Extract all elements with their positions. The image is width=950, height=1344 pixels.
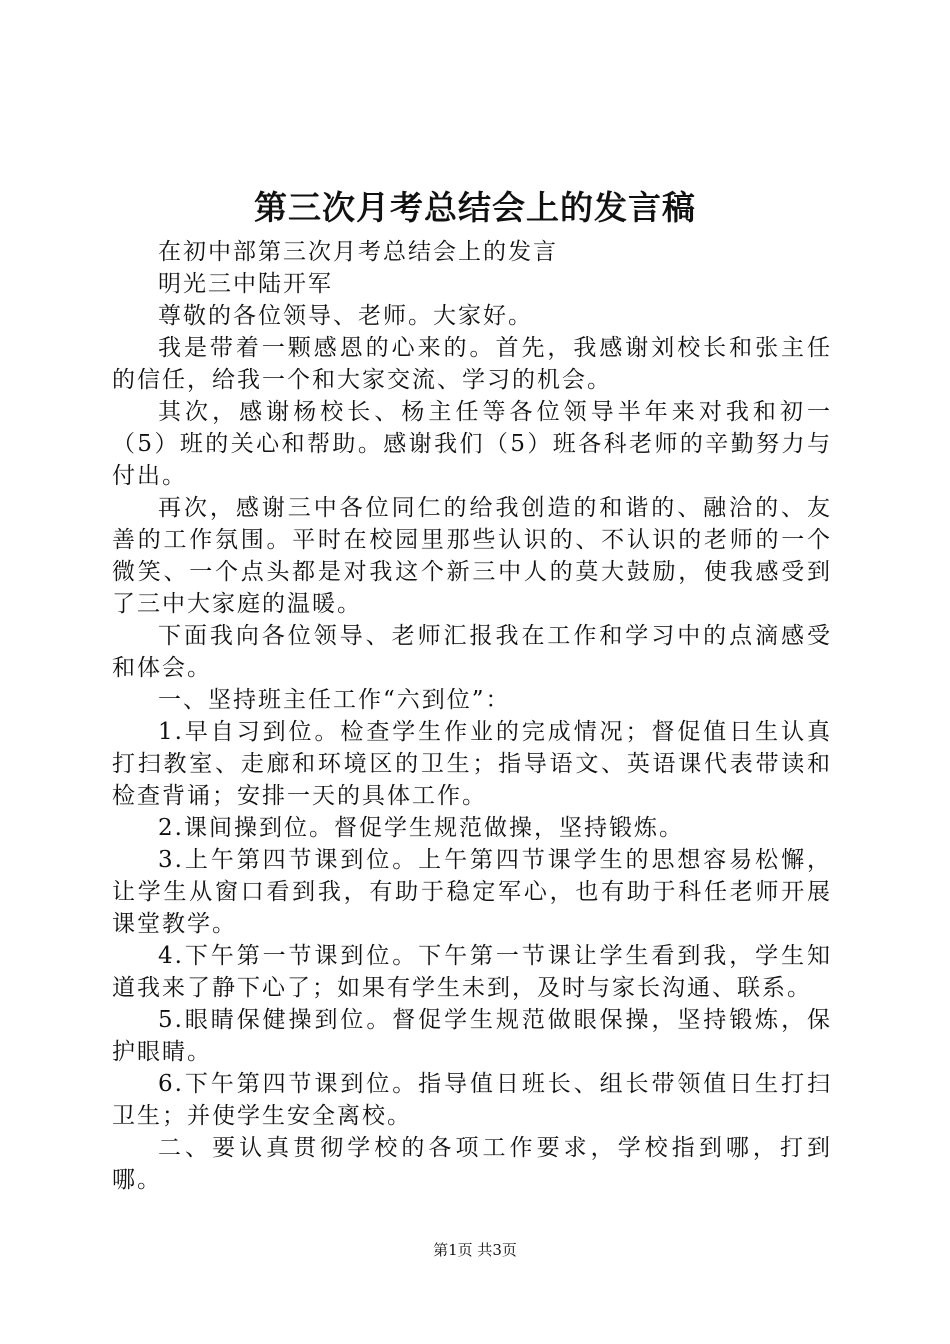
list-item: 2.课间操到位。督促学生规范做操，坚持锻炼。 xyxy=(158,815,684,841)
list-item: 6.下午第四节课到位。指导值日班长、组长带领值日生打扫卫生；并使学生安全离校。 xyxy=(112,1071,832,1129)
document-body xyxy=(112,236,832,1196)
paragraph: 我是带着一颗感恩的心来的。首先，我感谢刘校长和张主任的信任，给我一个和大家交流、学习的机会。 xyxy=(112,335,832,393)
page-footer: 第1页 共3页 xyxy=(433,1241,517,1259)
paragraph-greeting: 尊敬的各位领导、老师。大家好。 xyxy=(158,303,533,329)
section-heading: 一、坚持班主任工作“六到位”： xyxy=(158,687,511,713)
list-item: 1.早自习到位。检查学生作业的完成情况；督促值日生认真打扫教室、走廊和环境区的卫生；指导语文、英语课代表带读和检查背诵；安排一天的具体工作。 xyxy=(112,719,832,809)
list-item: 5.眼睛保健操到位。督促学生规范做眼保操，坚持锻炼，保护眼睛。 xyxy=(112,1007,832,1065)
list-item: 4.下午第一节课到位。下午第一节课让学生看到我，学生知道我来了静下心了；如果有学生未到，及时与家长沟通、联系。 xyxy=(112,943,832,1001)
list-item: 3.上午第四节课到位。上午第四节课学生的思想容易松懈，让学生从窗口看到我，有助于稳定军心，也有助于科任老师开展课堂教学。 xyxy=(112,847,832,937)
paragraph-author: 明光三中陆开军 xyxy=(158,271,333,297)
paragraph-subtitle: 在初中部第三次月考总结会上的发言 xyxy=(158,239,558,265)
paragraph: 下面我向各位领导、老师汇报我在工作和学习中的点滴感受和体会。 xyxy=(112,623,832,681)
section-heading: 二、要认真贯彻学校的各项工作要求，学校指到哪，打到哪。 xyxy=(112,1135,832,1193)
paragraph: 再次，感谢三中各位同仁的给我创造的和谐的、融洽的、友善的工作氛围。平时在校园里那些认识的、不认识的老师的一个微笑、一个点头都是对我这个新三中人的莫大鼓励，使我感受到了三中大家庭的温暖。 xyxy=(112,495,832,617)
paragraph: 其次，感谢杨校长、杨主任等各位领导半年来对我和初一（5）班的关心和帮助。感谢我们（5）班各科老师的辛勤努力与付出。 xyxy=(112,399,832,489)
document-title: 第三次月考总结会上的发言稿 xyxy=(254,188,696,227)
